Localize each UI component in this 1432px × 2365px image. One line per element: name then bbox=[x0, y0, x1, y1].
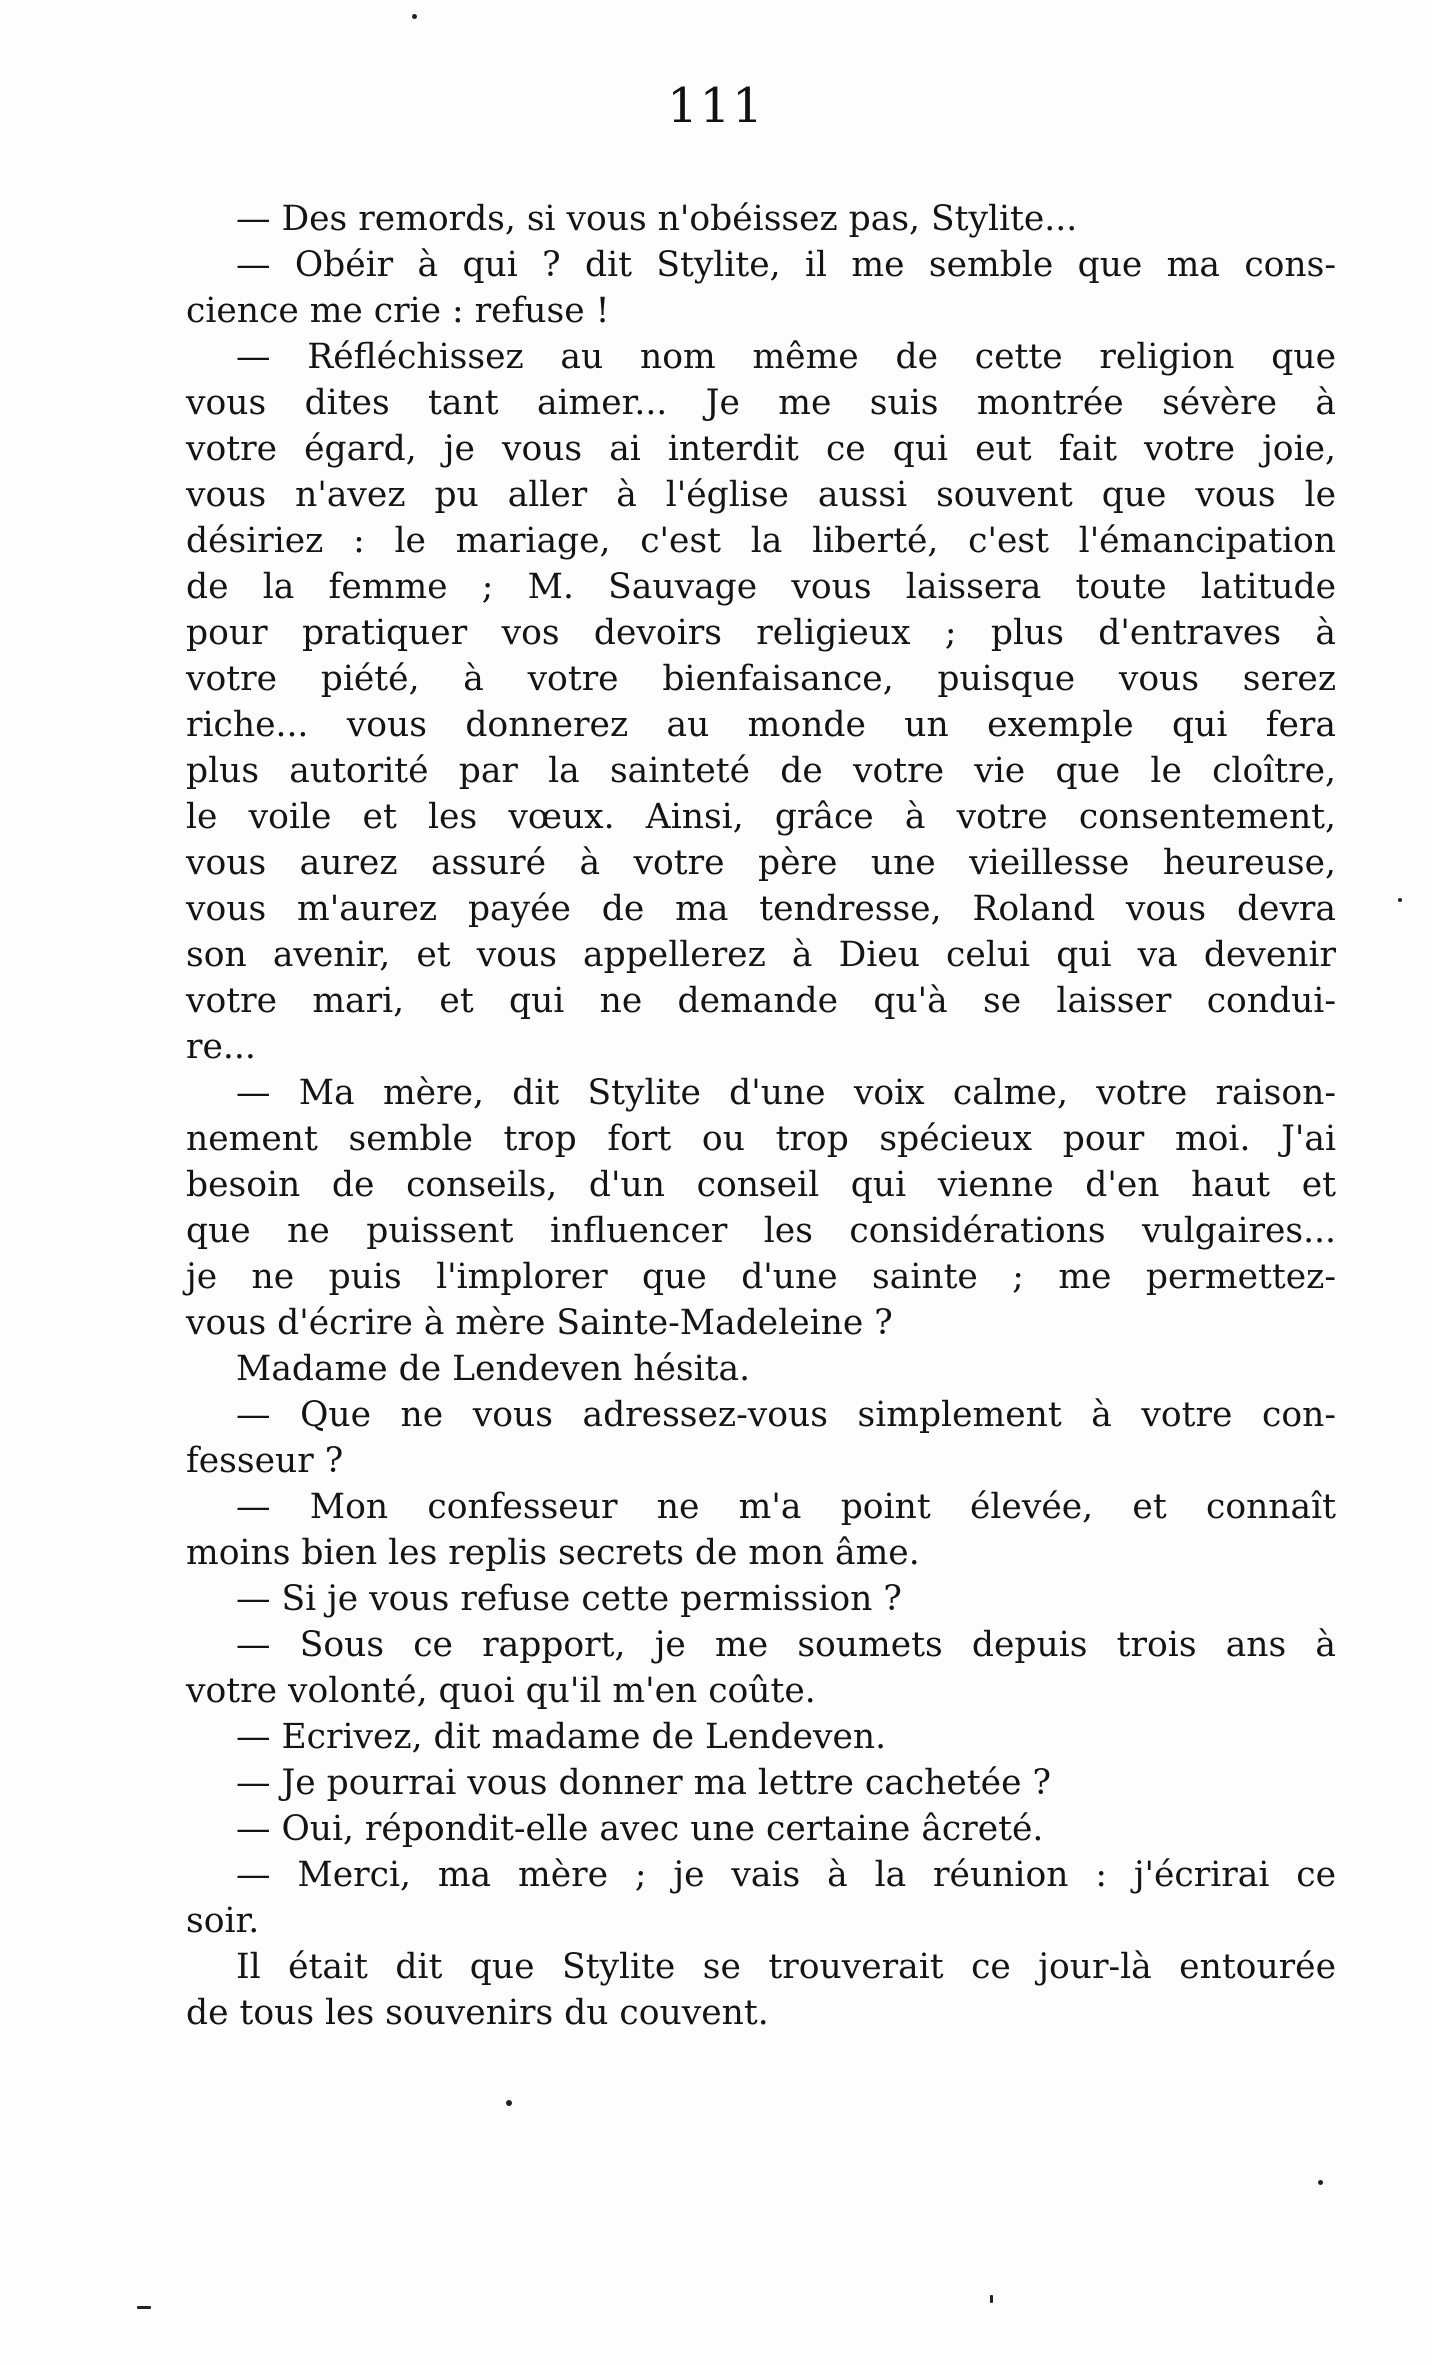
text-line: pour pratiquer vos devoirs religieux ; plus d'entraves à bbox=[186, 613, 1336, 653]
text-line: je ne puis l'implorer que d'une sainte ; me permettez- bbox=[186, 1257, 1336, 1297]
text-line: — Si je vous refuse cette permission ? bbox=[236, 1579, 902, 1619]
scan-speck bbox=[137, 2306, 151, 2309]
text-line: vous d'écrire à mère Sainte-Madeleine ? bbox=[186, 1303, 893, 1343]
text-line: votre mari, et qui ne demande qu'à se laisser condui- bbox=[186, 981, 1336, 1021]
text-line: que ne puissent influencer les considérations vulgaires... bbox=[186, 1211, 1336, 1251]
text-line: — Mon confesseur ne m'a point élevée, et connaît bbox=[236, 1487, 1336, 1527]
text-line: re... bbox=[186, 1027, 256, 1067]
text-line: le voile et les vœux. Ainsi, grâce à votre consentement, bbox=[186, 797, 1336, 837]
page-number: 111 bbox=[667, 78, 765, 134]
text-line: moins bien les replis secrets de mon âme. bbox=[186, 1533, 920, 1573]
scan-speck bbox=[412, 14, 417, 19]
text-line: besoin de conseils, d'un conseil qui vienne d'en haut et bbox=[186, 1165, 1336, 1205]
scan-speck bbox=[1398, 898, 1402, 902]
text-line: fesseur ? bbox=[186, 1441, 344, 1481]
text-line: son avenir, et vous appellerez à Dieu celui qui va devenir bbox=[186, 935, 1336, 975]
scan-speck bbox=[1318, 2180, 1323, 2185]
text-line: — Réfléchissez au nom même de cette religion que bbox=[236, 337, 1336, 377]
text-line: votre piété, à votre bienfaisance, puisque vous serez bbox=[186, 659, 1336, 699]
scan-speck bbox=[990, 2295, 993, 2303]
text-line: Il était dit que Stylite se trouverait ce jour-là entourée bbox=[236, 1947, 1336, 1987]
text-line: de la femme ; M. Sauvage vous laissera toute latitude bbox=[186, 567, 1336, 607]
text-line: — Des remords, si vous n'obéissez pas, Stylite... bbox=[236, 199, 1078, 239]
text-line: vous m'aurez payée de ma tendresse, Roland vous devra bbox=[186, 889, 1336, 929]
text-line: vous n'avez pu aller à l'église aussi souvent que vous le bbox=[186, 475, 1336, 515]
text-line: — Merci, ma mère ; je vais à la réunion : j'écrirai ce bbox=[236, 1855, 1336, 1895]
text-line: nement semble trop fort ou trop spécieux pour moi. J'ai bbox=[186, 1119, 1336, 1159]
text-line: — Obéir à qui ? dit Stylite, il me semble que ma cons- bbox=[236, 245, 1336, 285]
body-text bbox=[186, 196, 1336, 2036]
text-line: Madame de Lendeven hésita. bbox=[236, 1349, 751, 1389]
text-line: vous dites tant aimer... Je me suis montrée sévère à bbox=[186, 383, 1336, 423]
text-line: vous aurez assuré à votre père une vieillesse heureuse, bbox=[186, 843, 1336, 883]
text-line: de tous les souvenirs du couvent. bbox=[186, 1993, 769, 2033]
text-line: votre volonté, quoi qu'il m'en coûte. bbox=[186, 1671, 816, 1711]
text-line: — Ecrivez, dit madame de Lendeven. bbox=[236, 1717, 887, 1757]
text-line: votre égard, je vous ai interdit ce qui eut fait votre joie, bbox=[186, 429, 1336, 469]
text-line: plus autorité par la sainteté de votre vie que le cloître, bbox=[186, 751, 1336, 791]
text-line: — Que ne vous adressez-vous simplement à votre con- bbox=[236, 1395, 1336, 1435]
text-line: — Ma mère, dit Stylite d'une voix calme, votre raison- bbox=[236, 1073, 1336, 1113]
text-line: cience me crie : refuse ! bbox=[186, 291, 610, 331]
text-line: riche... vous donnerez au monde un exemple qui fera bbox=[186, 705, 1336, 745]
text-line: — Sous ce rapport, je me soumets depuis trois ans à bbox=[236, 1625, 1336, 1665]
text-line: — Je pourrai vous donner ma lettre cachetée ? bbox=[236, 1763, 1051, 1803]
text-line: soir. bbox=[186, 1901, 260, 1941]
scan-speck bbox=[506, 2100, 512, 2106]
text-line: désiriez : le mariage, c'est la liberté, c'est l'émancipation bbox=[186, 521, 1336, 561]
text-line: — Oui, répondit-elle avec une certaine âcreté. bbox=[236, 1809, 1044, 1849]
